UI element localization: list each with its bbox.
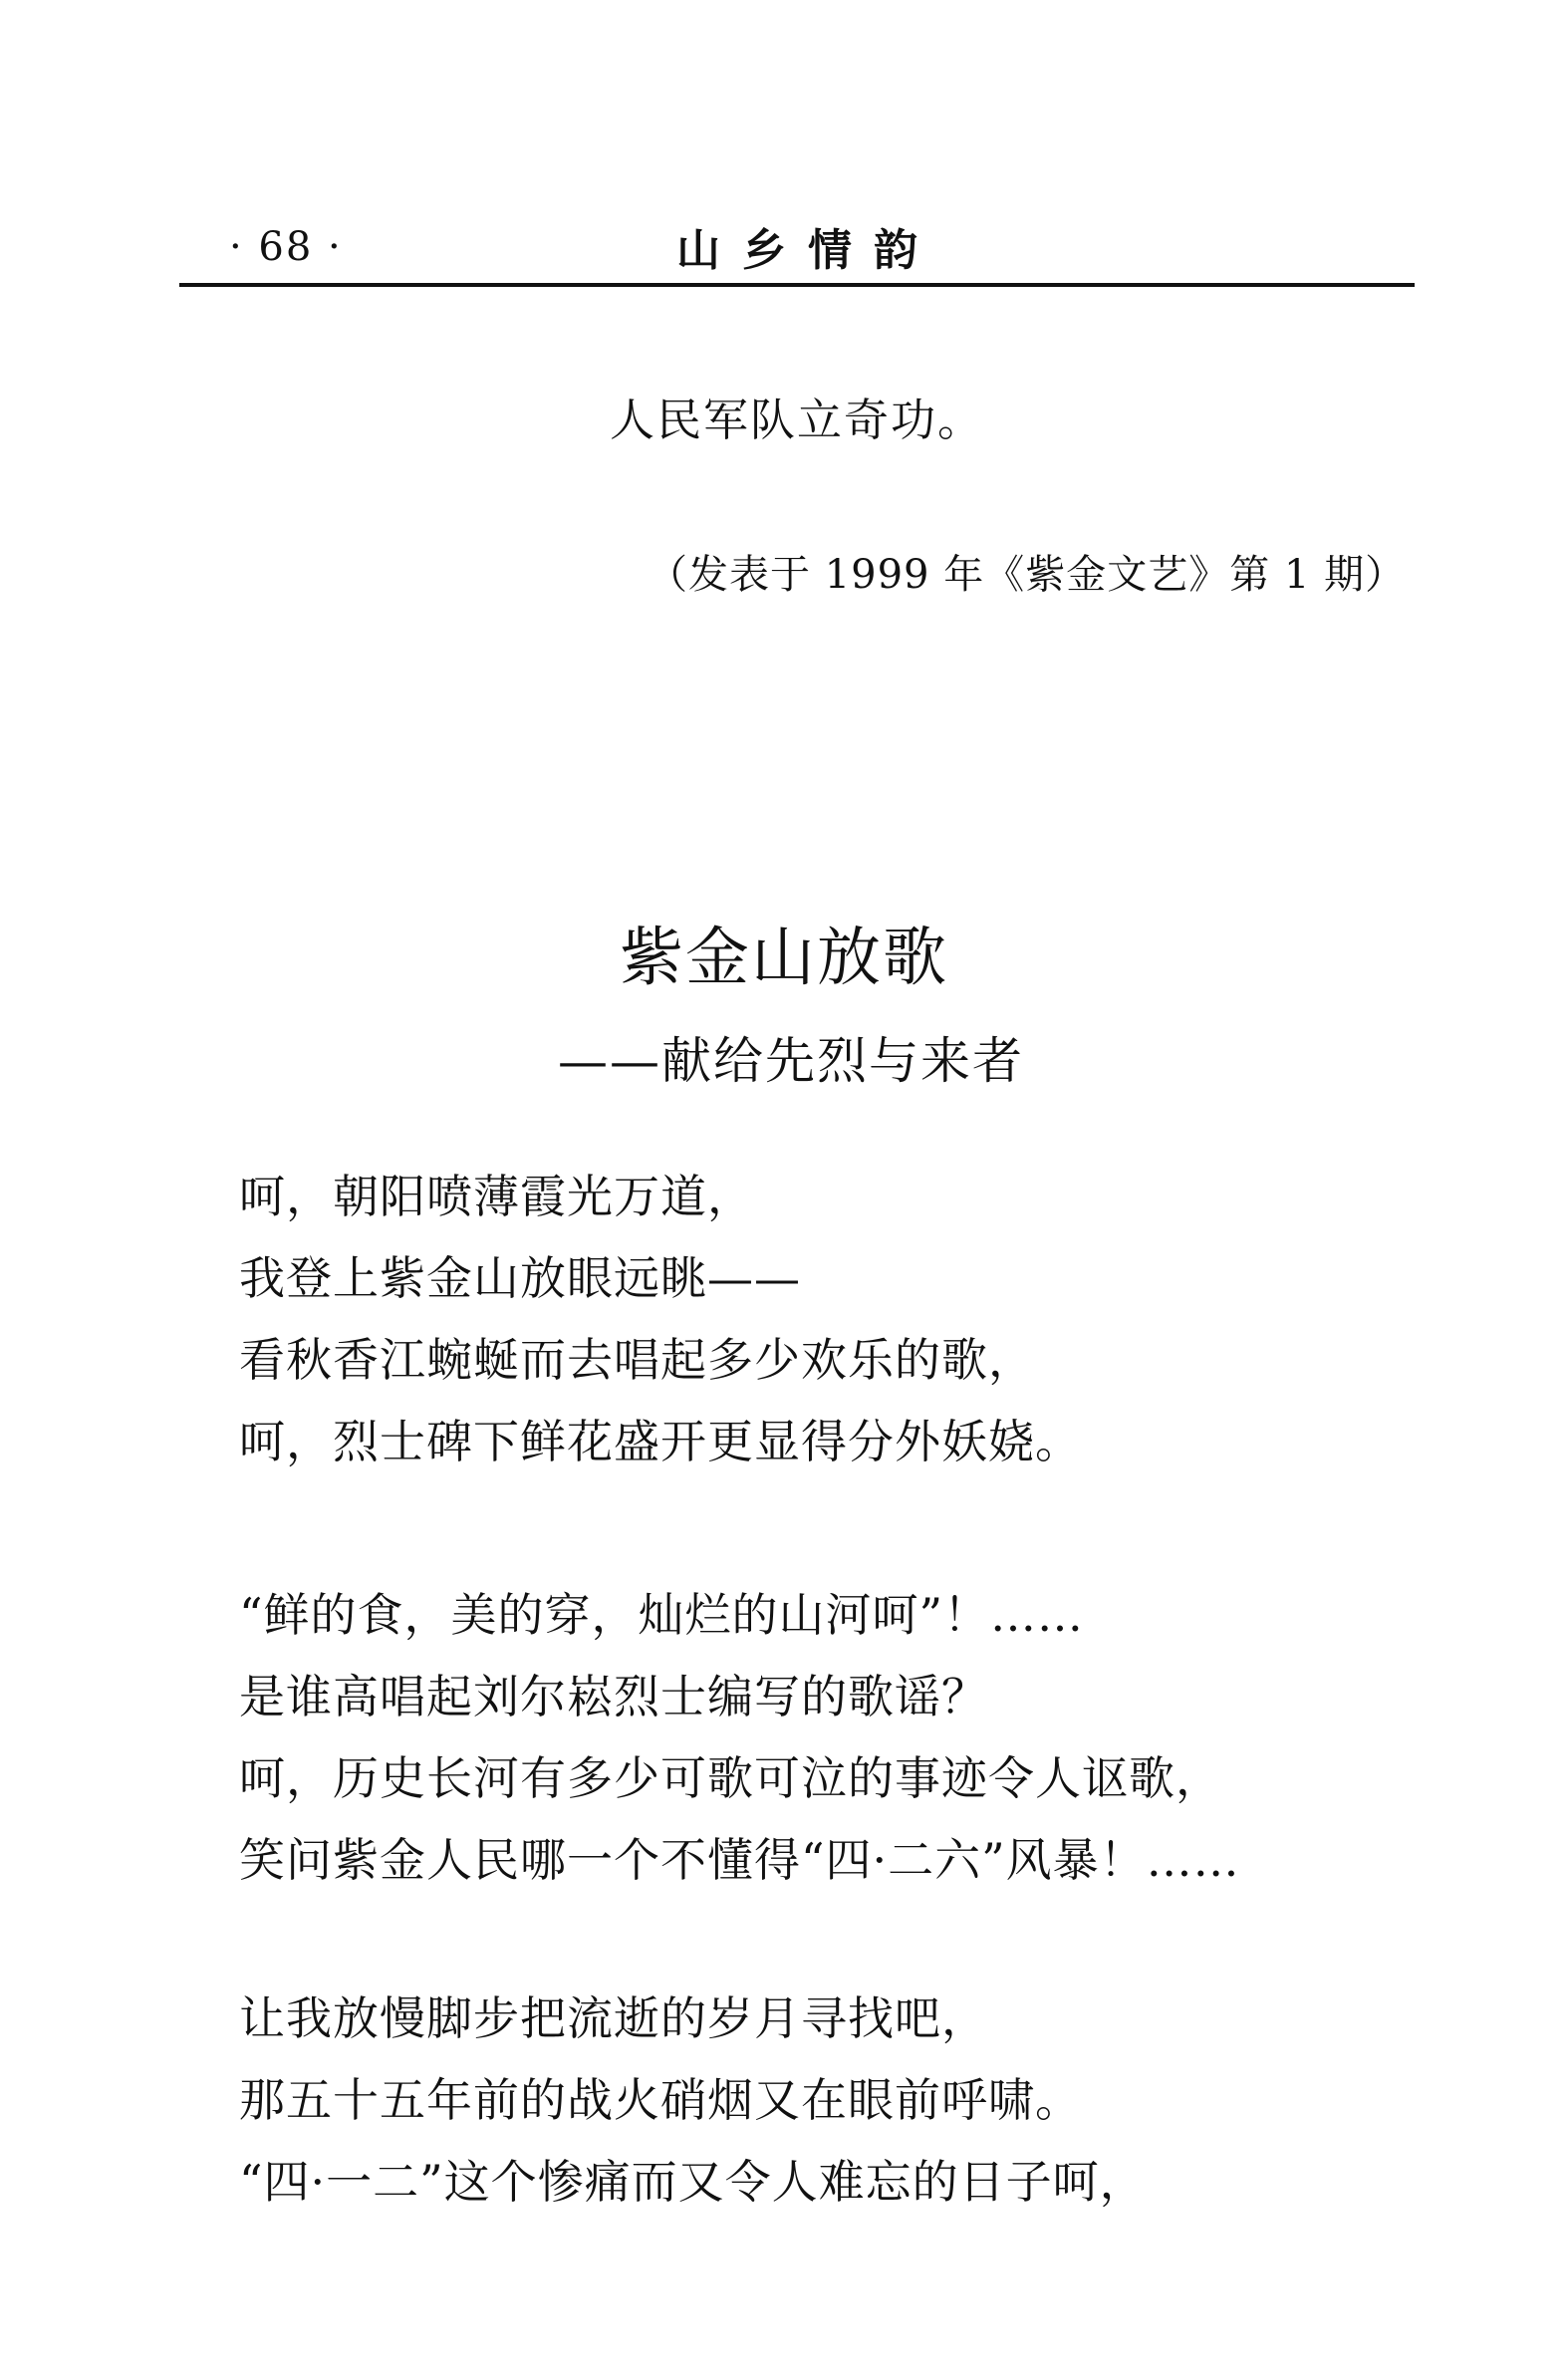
poem-line: 我登上紫金山放眼远眺—— <box>239 1251 801 1305</box>
poem-line: 看秋香江蜿蜒而去唱起多少欢乐的歌， <box>239 1333 1035 1387</box>
running-header <box>179 214 1415 284</box>
poem-line: 是谁高唱起刘尔崧烈士编写的歌谣？ <box>239 1670 988 1723</box>
poem-line: 让我放慢脚步把流逝的岁月寻找吧， <box>239 1991 988 2045</box>
poem-line: 笑问紫金人民哪一个不懂得“四·二六”风暴！…… <box>239 1833 1240 1887</box>
previous-poem-last-line: 人民军队立奇功。 <box>610 394 985 446</box>
running-title: 山乡情韵 <box>676 225 939 276</box>
publication-note: （发表于 1999 年《紫金文艺》第 1 期） <box>648 552 1407 598</box>
page-number: · 68 · <box>229 224 343 270</box>
stanza-1 <box>239 1156 1435 1482</box>
poem-line: 呵，历史长河有多少可歌可泣的事迹令人讴歌， <box>239 1751 1222 1805</box>
poem-title: 紫金山放歌 <box>620 922 948 995</box>
poem-subtitle: ——献给先烈与来者 <box>558 1032 1024 1090</box>
poem-line: 呵，朝阳喷薄霞光万道， <box>239 1170 754 1223</box>
poem-line: 呵，烈士碑下鲜花盛开更显得分外妖娆。 <box>239 1415 1082 1468</box>
stanza-2 <box>239 1574 1435 1901</box>
poem-line: “鲜的食，美的穿，灿烂的山河呵”！…… <box>239 1588 1085 1642</box>
poem-line: “四·一二”这个惨痛而又令人难忘的日子呵， <box>239 2155 1147 2209</box>
stanza-3 <box>239 1978 1435 2223</box>
poem-line: 那五十五年前的战火硝烟又在眼前呼啸。 <box>239 2073 1082 2127</box>
header-rule <box>179 283 1415 287</box>
